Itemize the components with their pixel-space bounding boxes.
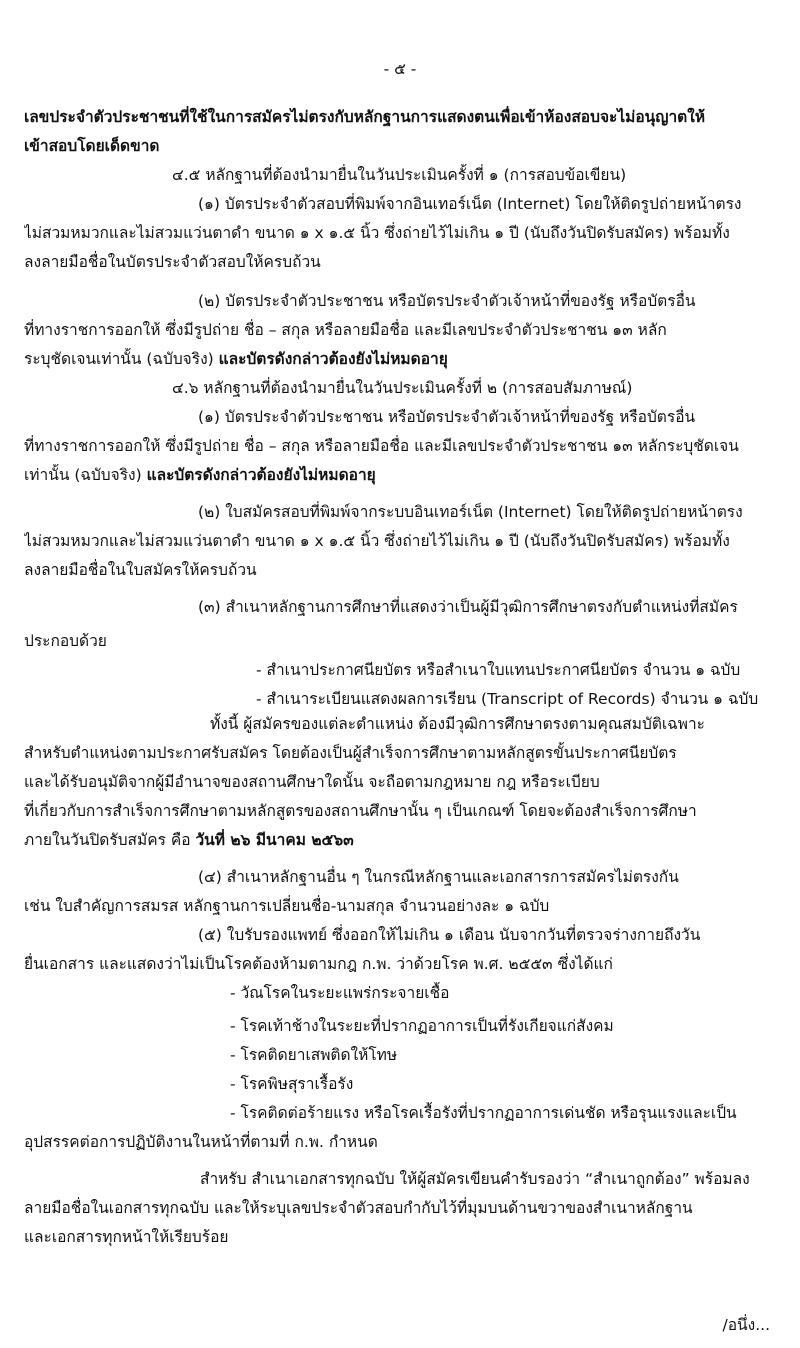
paragraph-line: เข้าสอบโดยเด็ดขาด (24, 137, 160, 155)
paragraph-line: (๒) บัตรประจำตัวประชาชน หรือบัตรประจำตัวเจ้าหน้าที่ของรัฐ หรือบัตรอื่น (198, 292, 696, 310)
paragraph-line: และได้รับอนุมัติจากผู้มีอำนาจของสถานศึกษาใดนั้น จะถือตามกฎหมาย กฎ หรือระเบียบ (24, 773, 600, 791)
paragraph-line: ลงลายมือชื่อในบัตรประจำตัวสอบให้ครบถ้วน (24, 253, 321, 271)
paragraph-line: ระบุชัดเจนเท่านั้น (ฉบับจริง) และบัตรดังกล่าวต้องยังไม่หมดอายุ (24, 350, 448, 368)
emphasis-text: และบัตรดังกล่าวต้องยังไม่หมดอายุ (146, 466, 376, 484)
paragraph-line: (๔) สำเนาหลักฐานอื่น ๆ ในกรณีหลักฐานและเอกสารการสมัครไม่ตรงกัน (198, 868, 679, 886)
paragraph-line: เท่านั้น (ฉบับจริง) และบัตรดังกล่าวต้องยังไม่หมดอายุ (24, 466, 376, 484)
paragraph-line: ที่ทางราชการออกให้ ซึ่งมีรูปถ่าย ชื่อ – สกุล หรือลายมือชื่อ และมีเลขประจำตัวประชาชน ๑๓ หลักระบุชัดเจน (24, 437, 739, 455)
paragraph-line: (๑) บัตรประจำตัวสอบที่พิมพ์จากอินเทอร์เน็ต (Internet) โดยให้ติดรูปถ่ายหน้าตรง (198, 195, 742, 213)
paragraph-line: (๒) ใบสมัครสอบที่พิมพ์จากระบบอินเทอร์เน็ต (Internet) โดยให้ติดรูปถ่ายหน้าตรง (198, 503, 743, 521)
paragraph-line: ที่เกี่ยวกับการสำเร็จการศึกษาตามหลักสูตรของสถานศึกษานั้น ๆ เป็นเกณฑ์ โดยจะต้องสำเร็จการศึกษา (24, 802, 697, 820)
paragraph-line: สำหรับตำแหน่งตามประกาศรับสมัคร โดยต้องเป็นผู้สำเร็จการศึกษาตามหลักสูตรขั้นประกาศนียบัตร (24, 744, 677, 762)
paragraph-line: เช่น ใบสำคัญการสมรส หลักฐานการเปลี่ยนชื่อ-นามสกุล จำนวนอย่างละ ๑ ฉบับ (24, 897, 550, 915)
list-item: - สำเนาระเบียนแสดงผลการเรียน (Transcript of Records) จำนวน ๑ ฉบับ (256, 690, 759, 708)
paragraph-line: (๓) สำเนาหลักฐานการศึกษาที่แสดงว่าเป็นผู้มีวุฒิการศึกษาตรงกับตำแหน่งที่สมัคร (198, 598, 738, 616)
emphasis-text: วันที่ ๒๖ มีนาคม ๒๕๖๓ (195, 831, 354, 849)
paragraph-line: ที่ทางราชการออกให้ ซึ่งมีรูปถ่าย ชื่อ – สกุล หรือลายมือชื่อ และมีเลขประจำตัวประชาชน ๑๓ หลัก (24, 321, 667, 339)
paragraph-line: ไม่สวมหมวกและไม่สวมแว่นตาดำ ขนาด ๑ x ๑.๕ นิ้ว ซึ่งถ่ายไว้ไม่เกิน ๑ ปี (นับถึงวันปิดรับสมัคร) พร้อมทั้ง (24, 532, 730, 550)
list-item: - สำเนาประกาศนียบัตร หรือสำเนาใบแทนประกาศนียบัตร จำนวน ๑ ฉบับ (256, 661, 741, 679)
list-item: - โรคเท้าช้างในระยะที่ปรากฏอาการเป็นที่รังเกียจแก่สังคม (230, 1017, 614, 1035)
list-item: - โรคติดต่อร้ายแรง หรือโรคเรื้อรังที่ปรากฏอาการเด่นชัด หรือรุนแรงและเป็น (230, 1104, 737, 1122)
paragraph-line: ยื่นเอกสาร และแสดงว่าไม่เป็นโรคต้องห้ามตามกฎ ก.พ. ว่าด้วยโรค พ.ศ. ๒๕๕๓ ซึ่งได้แก่ (24, 955, 613, 973)
paragraph-line: และเอกสารทุกหน้าให้เรียบร้อย (24, 1228, 229, 1246)
paragraph-line: อุปสรรคต่อการปฏิบัติงานในหน้าที่ตามที่ ก.พ. กำหนด (24, 1133, 378, 1151)
paragraph-line: ไม่สวมหมวกและไม่สวมแว่นตาดำ ขนาด ๑ x ๑.๕ นิ้ว ซึ่งถ่ายไว้ไม่เกิน ๑ ปี (นับถึงวันปิดรับสมัคร) พร้อมทั้ง (24, 224, 730, 242)
paragraph-line: ลงลายมือชื่อในใบสมัครให้ครบถ้วน (24, 561, 257, 579)
list-item: - วัณโรคในระยะแพร่กระจายเชื้อ (230, 984, 450, 1002)
paragraph-line: ลายมือชื่อในเอกสารทุกฉบับ และให้ระบุเลขประจำตัวสอบกำกับไว้ที่มุมบนด้านขวาของสำเนาหลักฐาน (24, 1199, 693, 1217)
emphasis-text: และบัตรดังกล่าวต้องยังไม่หมดอายุ (218, 350, 448, 368)
paragraph-line: ประกอบด้วย (24, 632, 107, 650)
paragraph-line: (๑) บัตรประจำตัวประชาชน หรือบัตรประจำตัวเจ้าหน้าที่ของรัฐ หรือบัตรอื่น (198, 408, 696, 426)
list-item: - โรคติดยาเสพติดให้โทษ (230, 1046, 398, 1064)
continuation-marker: /อนึ่ง... (722, 1316, 770, 1334)
paragraph-line: สำหรับ สำเนาเอกสารทุกฉบับ ให้ผู้สมัครเขียนคำรับรองว่า “สำเนาถูกต้อง” พร้อมลง (200, 1170, 750, 1188)
section-heading: ๔.๕ หลักฐานที่ต้องนำมายื่นในวันประเมินครั้งที่ ๑ (การสอบข้อเขียน) (172, 166, 627, 184)
paragraph-line: ภายในวันปิดรับสมัคร คือ วันที่ ๒๖ มีนาคม ๒๕๖๓ (24, 831, 354, 849)
paragraph-line: เลขประจำตัวประชาชนที่ใช้ในการสมัครไม่ตรงกับหลักฐานการแสดงตนเพื่อเข้าห้องสอบจะไม่อนุญาตให้ (24, 108, 706, 126)
page-number: - ๕ - (383, 60, 417, 78)
paragraph-line: (๕) ใบรับรองแพทย์ ซึ่งออกให้ไม่เกิน ๑ เดือน นับจากวันที่ตรวจร่างกายถึงวัน (198, 926, 701, 944)
list-item: - โรคพิษสุราเรื้อรัง (230, 1075, 354, 1093)
section-heading: ๔.๖ หลักฐานที่ต้องนำมายื่นในวันประเมินครั้งที่ ๒ (การสอบสัมภาษณ์) (172, 379, 633, 397)
paragraph-line: ทั้งนี้ ผู้สมัครของแต่ละตำแหน่ง ต้องมีวุฒิการศึกษาตรงตามคุณสมบัติเฉพาะ (210, 715, 705, 733)
